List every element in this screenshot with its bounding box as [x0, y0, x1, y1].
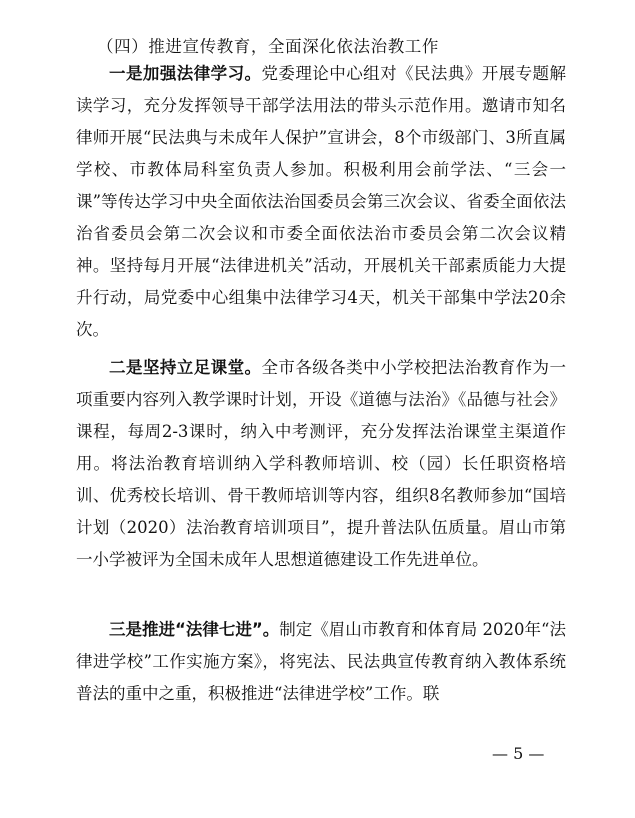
paragraph-body: 制定《眉山市教育和体育局 2020年“法律进学校”工作实施方案》，将宪法、民法典宣传教育纳入教体系统普法的重中之重，积极推进“法律进学校”工作。联: [76, 620, 566, 703]
paragraph-lead: 一是加强法律学习。: [109, 64, 262, 83]
paragraph-body: 党委理论中心组对《民法典》开展专题解读学习，充分发挥领导干部学法用法的带头示范作用。邀请市知名律师开展“民法典与未成年人保护”宣讲会，8个市级部门、3所直属学校、市教体局科室负责人参加。积极利用会前学法、“三会一课”等传达学习中央全面依法治国委员会第三次会议、省委全面依法治省委员会第二次会议和市委全面依法治市委员会第二次会议精神。坚持每月开展“法律进机关”活动，开展机关干部素质能力大提升行动，局党委中心组集中法律学习4天，机关干部集中学法20余次。: [76, 64, 567, 339]
section-heading: （四）推进宣传教育，全面深化依法治教工作: [97, 37, 439, 56]
paragraph-law-seven: [76, 614, 566, 710]
paragraph-body: 全市各级各类中小学校把法治教育作为一项重要内容列入教学课时计划，开设《道德与法治》《品德与社会》课程，每周2-3课时，纳入中考测评，充分发挥法治课堂主渠道作用。将法治教育培训纳入学科教师培训、校（园）长任职资格培训、优秀校长培训、骨干教师培训等内容，组织8名教师参加“国培计划（2020）法治教育培训项目”，提升普法队伍质量。眉山市第一小学被评为全国未成年人思想道德建设工作先进单位。: [76, 358, 567, 569]
paragraph-lead: 三是推进“法律七进”。: [109, 620, 280, 639]
page-number: — 5 —: [492, 744, 545, 763]
paragraph-classroom: [76, 352, 566, 576]
paragraph-lead: 二是坚持立足课堂。: [109, 358, 262, 377]
paragraph-legal-study: [76, 58, 566, 346]
